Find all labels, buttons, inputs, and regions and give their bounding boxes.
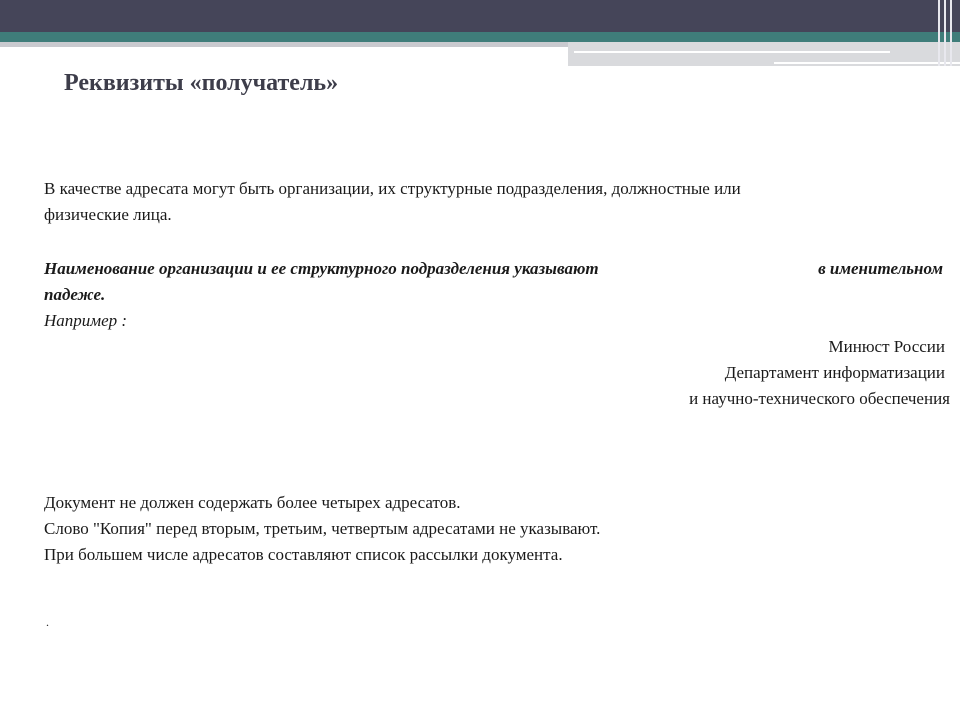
trailing-mark: . <box>46 615 49 629</box>
intro-line: физические лица. <box>44 205 172 224</box>
note-line: Слово "Копия" перед вторым, третьим, четвертым адресатами не указывают. <box>44 519 601 538</box>
accent-stripe <box>0 32 960 42</box>
header-shadow-strip <box>0 42 568 47</box>
rule-text-part1: Наименование организации и ее структурного подразделения указывают <box>44 259 599 278</box>
header-band <box>0 0 960 32</box>
slide-title: Реквизиты «получатель» <box>64 70 339 96</box>
note-line: Документ не должен содержать более четырех адресатов. <box>44 493 461 512</box>
intro-paragraph <box>44 176 741 228</box>
header-decor-line <box>574 51 890 53</box>
header-decor-line <box>774 62 960 64</box>
corner-decor <box>936 0 958 66</box>
rule-text-part2: в именительном <box>818 259 943 278</box>
example-line: Департамент информатизации <box>724 363 945 382</box>
example-label: Например : <box>44 311 128 330</box>
example-line: Минюст России <box>828 337 945 356</box>
note-line: При большем числе адресатов составляют список рассылки документа. <box>44 545 563 564</box>
rule-text-line2: падеже. <box>44 285 106 304</box>
intro-line: В качестве адресата могут быть организации, их структурные подразделения, должностные или <box>44 179 741 198</box>
example-line: и научно-технического обеспечения <box>689 389 950 408</box>
